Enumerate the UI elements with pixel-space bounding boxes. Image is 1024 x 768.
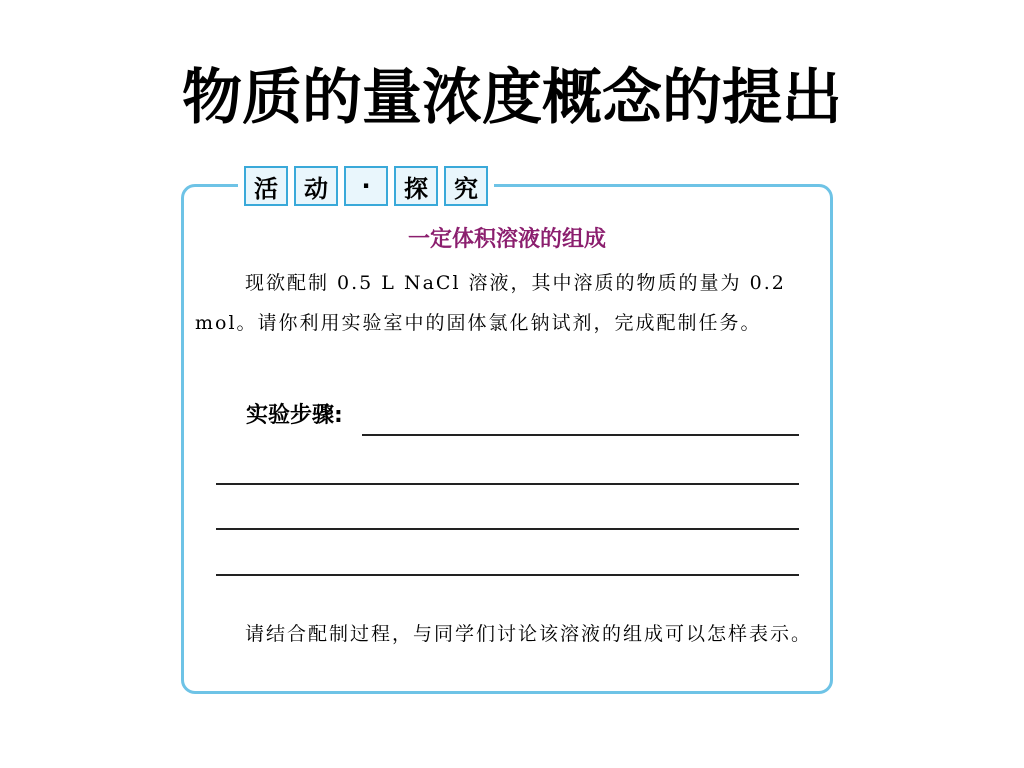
slide-title: 物质的量浓度概念的提出	[182, 63, 842, 133]
section-heading: 一定体积溶液的组成	[407, 226, 606, 252]
badge-char: 探	[394, 166, 438, 206]
task-paragraph: 现欲配制 0.5 L NaCl 溶液，其中溶质的物质的量为 0.2 mol。请你利用实验室中的固体氯化钠试剂，完成配制任务。	[195, 272, 786, 334]
answer-line[interactable]	[216, 574, 799, 576]
badge-char: 动	[294, 166, 338, 206]
activity-badge-row	[238, 166, 494, 206]
answer-line[interactable]	[216, 483, 799, 485]
answer-line[interactable]	[216, 528, 799, 530]
badge-char: ·	[344, 166, 388, 206]
badge-char: 活	[244, 166, 288, 206]
discussion-paragraph: 请结合配制过程，与同学们讨论该溶液的组成可以怎样表示。	[245, 623, 813, 645]
badge-char: 究	[444, 166, 488, 206]
steps-label: 实验步骤:	[246, 403, 343, 428]
answer-line[interactable]	[362, 434, 799, 436]
